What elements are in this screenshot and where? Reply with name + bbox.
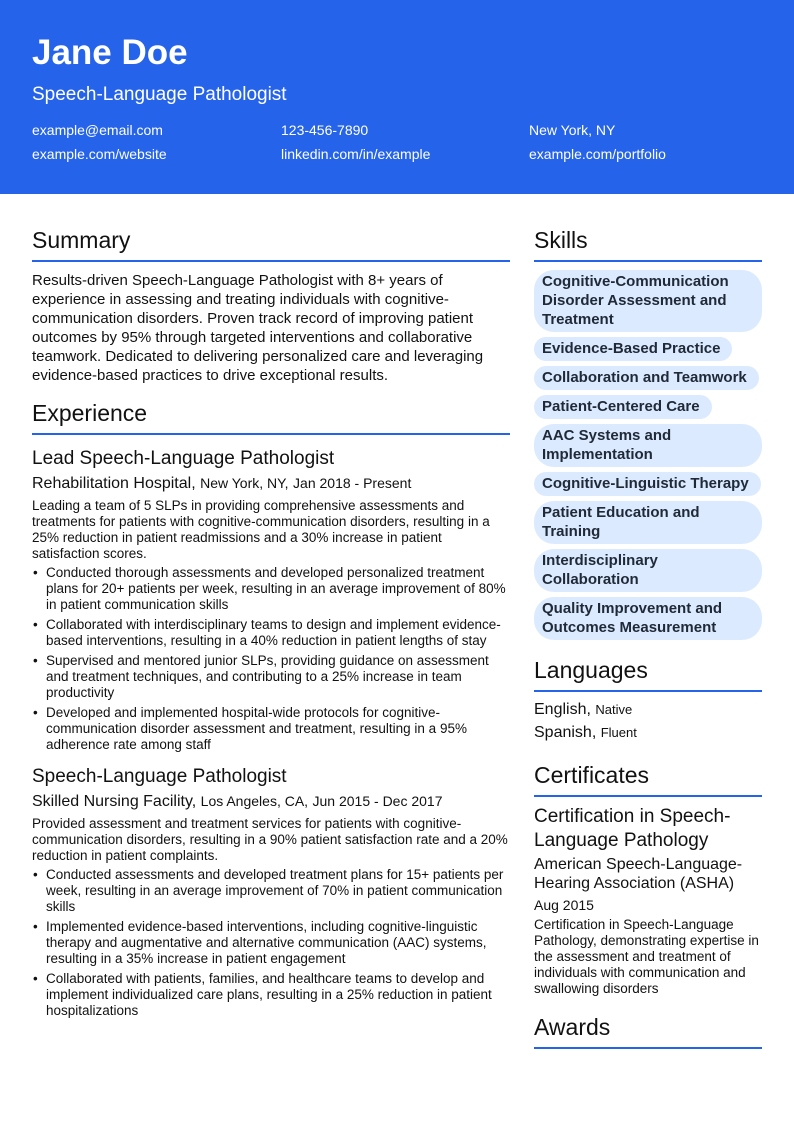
job-description: Leading a team of 5 SLPs in providing comprehensive assessments and treatments for patients with cognitive-communication disorders, resulting in a 25% reduction in patient readmissions and a 30% increase in patient satisfaction scores. — [32, 498, 490, 561]
job-title: Lead Speech-Language Pathologist — [32, 448, 335, 469]
job-description: Provided assessment and treatment services for patients with cognitive-communication disorders, resulting in a 90% patient satisfaction rate and a 20% reduction in patient complaints. — [32, 816, 508, 863]
skill-tag: AAC Systems and Implementation — [534, 424, 762, 467]
bullet-icon: • — [33, 867, 38, 882]
summary-text: Results-driven Speech-Language Pathologist with 8+ years of experience in assessing and treating individuals with cognitive-communication disorders. Proven track record of improving patient outcomes by 95% through targeted interventions and collaborative teamwork. Dedicated to delivering personalized care and leveraging evidence-based practices to drive exceptional results. — [32, 272, 484, 384]
skills-heading: Skills — [534, 226, 762, 262]
language-level: Native — [595, 702, 633, 717]
language-item — [534, 723, 762, 743]
linkedin-link[interactable]: linkedin.com/in/example — [281, 146, 431, 162]
bullet-item: • Conducted thorough assessments and developed personalized treatment plans for 20+ patients per week, resulting in an average improvement of 80% in patient communication skills — [33, 565, 506, 612]
job-dates: Jan 2018 - Present — [293, 475, 412, 491]
job-company: Skilled Nursing Facility, — [32, 793, 197, 810]
skill-tag: Interdisciplinary Collaboration — [534, 549, 762, 592]
job-bullets — [32, 565, 510, 753]
website-link[interactable]: example.com/website — [32, 146, 167, 162]
bullet-item: • Developed and implemented hospital-wide protocols for cognitive-communication disorder assessment and treatment, resulting in a 95% adherence rate among staff — [33, 705, 467, 752]
certificate-title: Certification in Speech-Language Pathology — [534, 806, 731, 851]
language-name: English, — [534, 701, 591, 718]
side-column — [534, 226, 762, 1049]
main-column — [32, 226, 510, 1023]
job-meta — [32, 791, 510, 812]
phone-text: 123-456-7890 — [281, 122, 369, 138]
languages-heading: Languages — [534, 656, 762, 692]
experience-heading: Experience — [32, 399, 510, 435]
certificate-date: Aug 2015 — [534, 897, 594, 913]
job-entry — [32, 765, 510, 1019]
portfolio-link[interactable]: example.com/portfolio — [529, 146, 666, 162]
bullet-item: • Conducted assessments and developed treatment plans for 15+ patients per week, resulting in an average improvement of 70% in patient communication skills — [33, 867, 504, 914]
job-entry — [32, 447, 510, 753]
certificate-org: American Speech-Language-Hearing Association (ASHA) — [534, 856, 743, 892]
certificate-description: Certification in Speech-Language Pathology, demonstrating expertise in the assessment and treatment of individuals with communication and swallowing disorders — [534, 917, 759, 996]
skill-tag: Patient Education and Training — [534, 501, 762, 544]
bullet-icon: • — [33, 971, 38, 986]
skill-tag: Collaboration and Teamwork — [534, 366, 759, 390]
bullet-icon: • — [33, 919, 38, 934]
bullet-icon: • — [33, 617, 38, 632]
certificate-entry — [534, 805, 762, 997]
job-company: Rehabilitation Hospital, — [32, 475, 196, 492]
job-dates: Jun 2015 - Dec 2017 — [312, 793, 443, 809]
email-link[interactable]: example@email.com — [32, 122, 163, 138]
summary-heading: Summary — [32, 226, 510, 262]
bullet-item: • Collaborated with interdisciplinary teams to design and implement evidence-based interventions, resulting in a 40% reduction in patient lengths of stay — [33, 617, 501, 648]
awards-heading: Awards — [534, 1013, 762, 1049]
language-name: Spanish, — [534, 724, 597, 741]
bullet-item: • Collaborated with patients, families, and healthcare teams to develop and implement individualized care plans, resulting in a 25% reduction in patient hospitalizations — [33, 971, 492, 1018]
bullet-icon: • — [33, 705, 38, 720]
skill-tag: Cognitive-Communication Disorder Assessment and Treatment — [534, 270, 762, 332]
candidate-title: Speech-Language Pathologist — [32, 84, 287, 105]
skill-tag: Cognitive-Linguistic Therapy — [534, 472, 761, 496]
resume-header — [0, 0, 794, 194]
language-item — [534, 700, 762, 720]
job-bullets — [32, 867, 510, 1019]
candidate-name: Jane Doe — [32, 33, 188, 72]
skill-tag: Patient-Centered Care — [534, 395, 712, 419]
bullet-icon: • — [33, 653, 38, 668]
job-meta — [32, 473, 510, 494]
bullet-item: • Implemented evidence-based interventions, including cognitive-linguistic therapy and augmentative and alternative communication (AAC) systems, resulting in a 35% increase in patient engagement — [33, 919, 487, 966]
bullet-item: • Supervised and mentored junior SLPs, providing guidance on assessment and treatment techniques, and contributing to a 25% increase in team productivity — [33, 653, 489, 700]
languages-list — [534, 700, 762, 743]
language-level: Fluent — [600, 725, 637, 740]
certificates-heading: Certificates — [534, 761, 762, 797]
job-location: Los Angeles, CA, — [200, 793, 309, 809]
skill-tag: Quality Improvement and Outcomes Measurement — [534, 597, 762, 640]
location-text: New York, NY — [529, 122, 616, 138]
job-location: New York, NY, — [200, 475, 289, 491]
bullet-icon: • — [33, 565, 38, 580]
skills-list — [534, 270, 762, 640]
skill-tag: Evidence-Based Practice — [534, 337, 732, 361]
job-title: Speech-Language Pathologist — [32, 766, 287, 787]
